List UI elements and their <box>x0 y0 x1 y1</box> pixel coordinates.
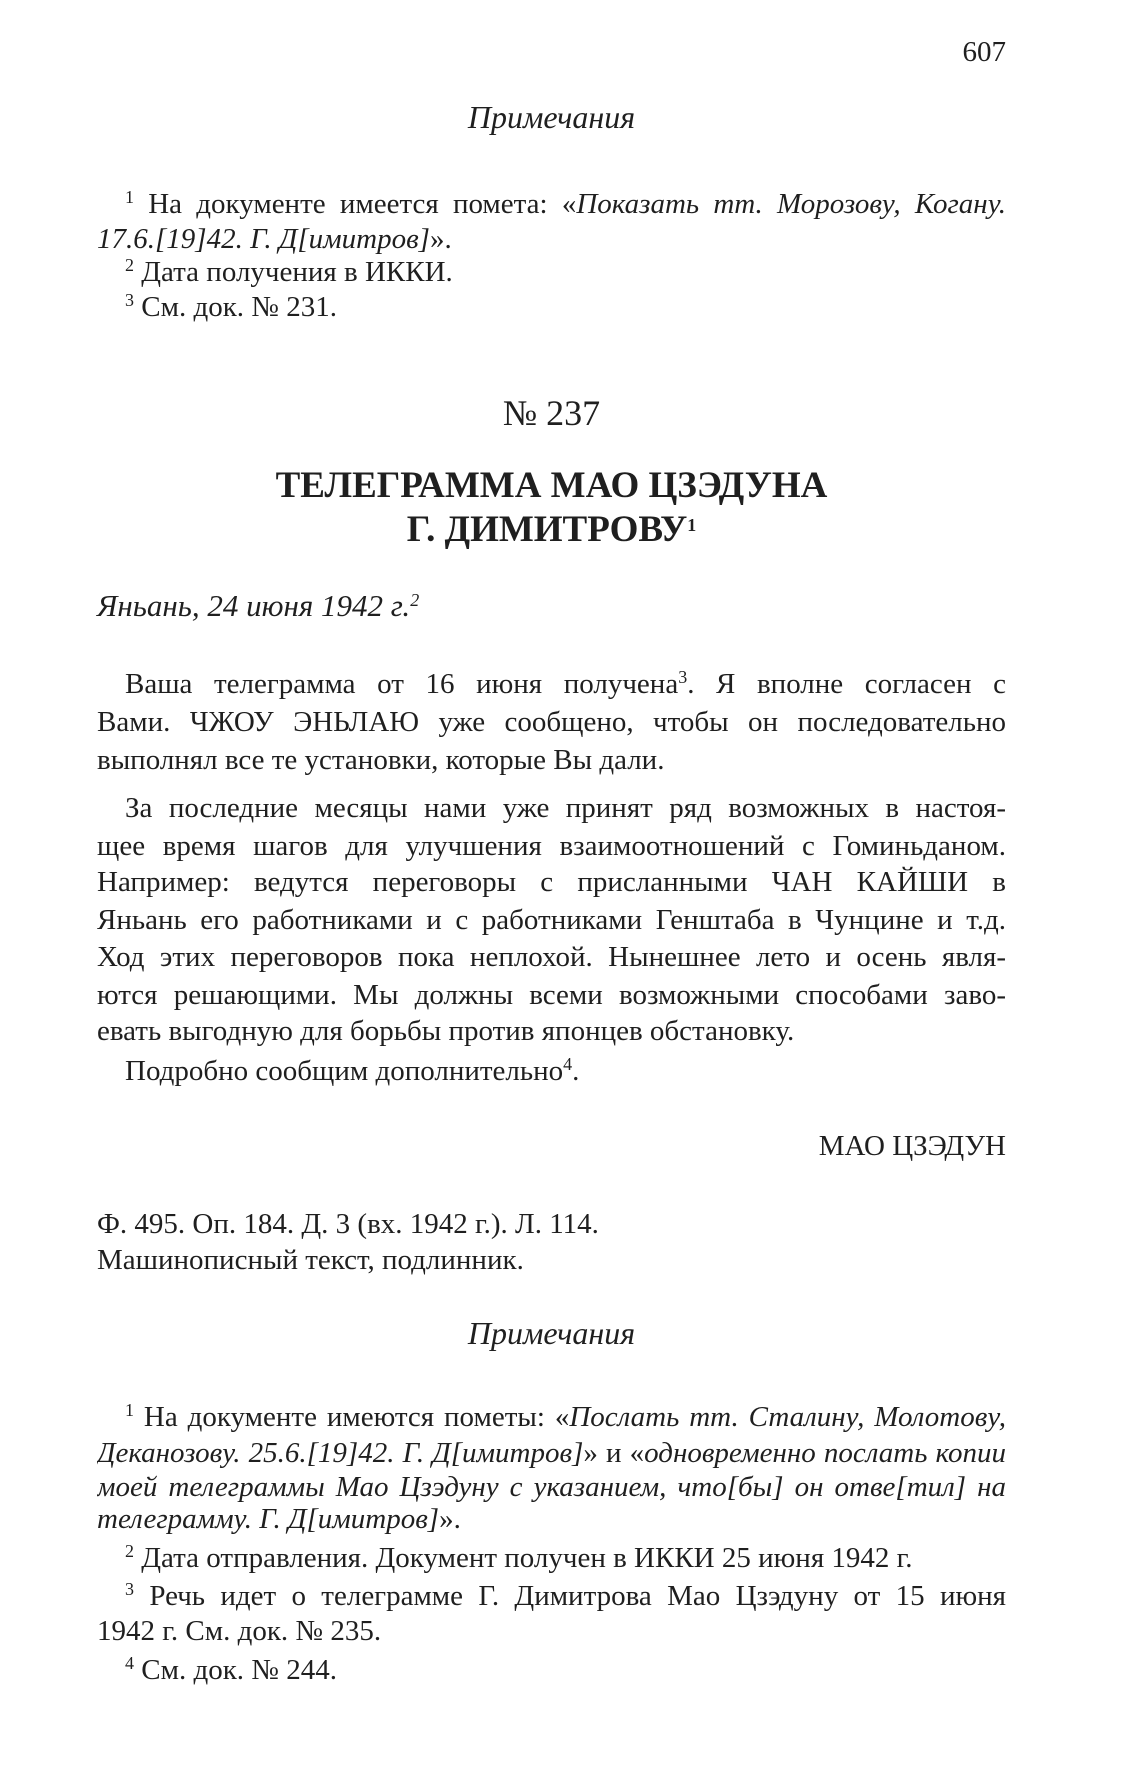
body-line <box>97 705 1006 739</box>
body-line <box>97 829 1006 863</box>
text-segment: Дата отправления. Документ получен в ИККИ 25 июня 1942 г. <box>134 1542 913 1574</box>
notes-heading: Примечания <box>467 1315 636 1351</box>
body-line <box>97 667 1006 701</box>
text-segment: одновременно послать копии <box>644 1437 1006 1469</box>
footnote-marker: 1 <box>125 187 134 207</box>
body-line <box>97 1054 1006 1088</box>
text-segment: Дата получения в ИККИ. <box>134 256 453 288</box>
text-segment: Ваша телеграмма от 16 июня получена <box>125 668 679 700</box>
footnote-marker: 3 <box>125 1579 134 1599</box>
text-segment: моей телеграммы Мао Цзэдуну с указанием, что[бы] он отве[тил] на <box>97 1471 1006 1503</box>
text-segment: Например: ведутся переговоры с присланными ЧАН КАЙШИ в <box>97 866 1006 898</box>
text-segment: 17.6.[19]42. Г. Д[имитров] <box>97 223 430 255</box>
document-title-line <box>97 509 1006 551</box>
text-segment: ются решающими. Мы должны всеми возможными способами заво- <box>97 979 1006 1011</box>
text-segment: Деканозову. 25.6.[19]42. Г. Д[имитров] <box>97 1437 584 1469</box>
text-segment: евать выгодную для борьбы против японцев обстановку. <box>97 1015 795 1047</box>
footnote-marker: 2 <box>410 590 420 610</box>
footnote-marker: 3 <box>678 667 688 687</box>
text-segment: На документе имеется помета: « <box>134 188 577 220</box>
text-segment: Речь идет о телеграмме Г. Димитрова Мао Цзэдуну от 15 июня <box>134 1580 1006 1612</box>
notes-heading: Примечания <box>467 99 636 135</box>
place-date <box>97 589 1006 623</box>
archive-reference: Машинописный текст, подлинник. <box>97 1244 524 1276</box>
text-segment: Показать тт. Морозову, Когану. <box>576 188 1006 220</box>
document-number: № 237 <box>502 393 601 433</box>
signature: МАО ЦЗЭДУН <box>818 1130 1006 1162</box>
body-line <box>97 743 1006 777</box>
text-segment: Послать тт. Сталину, Молотову, <box>569 1401 1006 1433</box>
text-segment: . Я вполне согласен с <box>687 668 1006 700</box>
body-line <box>97 940 1006 974</box>
text-segment: Яньань его работниками и с работниками Генштаба в Чунцине и т.д. <box>97 904 1006 936</box>
text-segment: За последние месяцы нами уже принят ряд возможных в настоя- <box>125 792 1006 824</box>
text-segment: См. док. № 244. <box>134 1654 337 1686</box>
footnote-line <box>97 222 1006 256</box>
text-segment: См. док. № 231. <box>134 291 337 323</box>
text-segment: 1942 г. См. док. № 235. <box>97 1615 382 1647</box>
body-line <box>97 978 1006 1012</box>
footnote-marker: 1 <box>687 515 697 535</box>
document-title-line <box>97 465 1006 507</box>
page-number: 607 <box>962 36 1006 68</box>
text-segment: Г. ДИМИТРОВУ <box>406 509 688 550</box>
footnote-marker: 2 <box>125 1541 134 1561</box>
footnote-line <box>97 187 1006 221</box>
footnote-line <box>97 1470 1006 1504</box>
text-segment: . <box>572 1055 580 1087</box>
footnote-marker: 3 <box>125 290 134 310</box>
text-segment: Ход этих переговоров пока неплохой. Нынешнее лето и осень явля- <box>97 941 1006 973</box>
footnote-marker: 1 <box>125 1400 134 1420</box>
body-line <box>97 903 1006 937</box>
text-segment: Вами. ЧЖОУ ЭНЬЛАЮ уже сообщено, чтобы он последовательно <box>97 706 1006 738</box>
footnote-line <box>97 290 1006 324</box>
text-segment: выполнял все те установки, которые Вы дали. <box>97 744 665 776</box>
text-segment: ». <box>439 1503 461 1535</box>
body-line <box>97 865 1006 899</box>
footnote-line <box>97 1400 1006 1434</box>
text-segment: телеграмму. Г. Д[имитров] <box>97 1503 440 1535</box>
footnote-marker: 4 <box>563 1054 573 1074</box>
text-segment: ». <box>429 223 452 255</box>
body-line <box>97 791 1006 825</box>
footnote-line <box>97 1579 1006 1613</box>
text-segment: ТЕЛЕГРАММА МАО ЦЗЭДУНА <box>275 465 828 506</box>
text-segment: щее время шагов для улучшения взаимоотношений с Гоминьданом. <box>97 830 1006 862</box>
footnote-marker: 4 <box>125 1653 134 1673</box>
footnote-line <box>97 1541 1006 1575</box>
text-segment: Яньань, 24 июня 1942 г. <box>97 588 411 623</box>
footnote-marker: 2 <box>125 255 134 275</box>
footnote-line <box>97 1653 1006 1687</box>
footnote-line <box>97 255 1006 289</box>
archive-reference: Ф. 495. Оп. 184. Д. 3 (вх. 1942 г.). Л. 114. <box>97 1208 599 1240</box>
footnote-line <box>97 1436 1006 1470</box>
text-segment: На документе имеются пометы: « <box>134 1401 570 1433</box>
body-line <box>97 1014 1006 1048</box>
footnote-line <box>97 1614 1006 1648</box>
text-segment: Подробно сообщим дополнительно <box>125 1055 564 1087</box>
text-segment: » и « <box>583 1437 645 1469</box>
footnote-line <box>97 1502 1006 1536</box>
